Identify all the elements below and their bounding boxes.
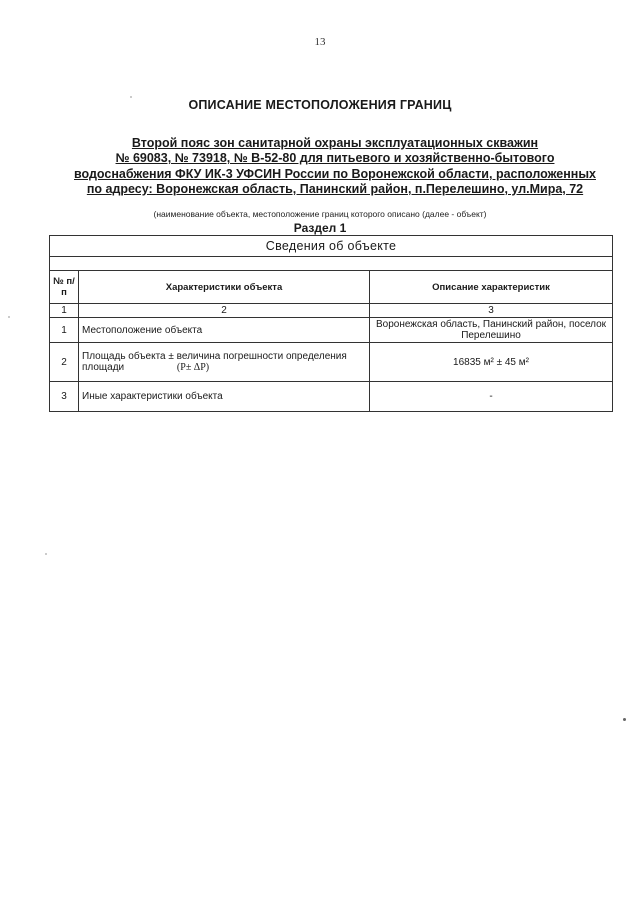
scan-speck xyxy=(130,96,132,98)
object-name-line: водоснабжения ФКУ ИК-3 УФСИН России по Воронежской области, расположенных xyxy=(74,166,596,181)
row-characteristic-cell xyxy=(79,343,370,382)
table-row xyxy=(50,318,613,343)
row-characteristic: Площадь объекта ± величина погрешности определения площади xyxy=(82,351,347,373)
object-name-line: Второй пояс зон санитарной охраны эксплуатационных скважин xyxy=(131,136,539,150)
row-characteristic: Иные характеристики объекта xyxy=(79,382,370,412)
column-header-characteristic: Характеристики объекта xyxy=(79,271,370,304)
column-number: 3 xyxy=(370,304,613,318)
row-number: 3 xyxy=(50,382,79,412)
row-characteristic: Местоположение объекта xyxy=(79,318,370,343)
scan-dot xyxy=(623,718,626,721)
table-row xyxy=(50,343,613,382)
document-title: ОПИСАНИЕ МЕСТОПОЛОЖЕНИЯ ГРАНИЦ xyxy=(188,98,452,112)
object-name-line: № 69083, № 73918, № В-52-80 для питьевого и хозяйственно-бытового xyxy=(115,151,555,166)
row-number: 1 xyxy=(50,318,79,343)
object-name-line: по адресу: Воронежская область, Панинский район, п.Перелешино, ул.Мира, 72 xyxy=(86,181,584,196)
row-description: 16835 м² ± 45 м² xyxy=(370,343,613,382)
table-title: Сведения об объекте xyxy=(50,236,613,257)
area-formula: (P± ΔP) xyxy=(176,362,210,373)
column-header-number: № п/п xyxy=(50,271,79,304)
row-description: - xyxy=(370,382,613,412)
scan-speck xyxy=(8,316,10,318)
row-description: Воронежская область, Панинский район, поселок Перелешино xyxy=(370,318,613,343)
object-info-table xyxy=(49,235,613,412)
scan-speck xyxy=(45,553,47,555)
row-number: 2 xyxy=(50,343,79,382)
object-caption: (наименование объекта, местоположение границ которого описано (далее - объект) xyxy=(153,209,487,219)
spacer-row xyxy=(50,257,613,271)
column-number: 2 xyxy=(79,304,370,318)
page-number: 13 xyxy=(314,36,326,48)
object-name xyxy=(60,136,610,197)
table-row xyxy=(50,382,613,412)
column-number: 1 xyxy=(50,304,79,318)
section-title: Раздел 1 xyxy=(293,221,347,235)
column-header-description: Описание характеристик xyxy=(370,271,613,304)
